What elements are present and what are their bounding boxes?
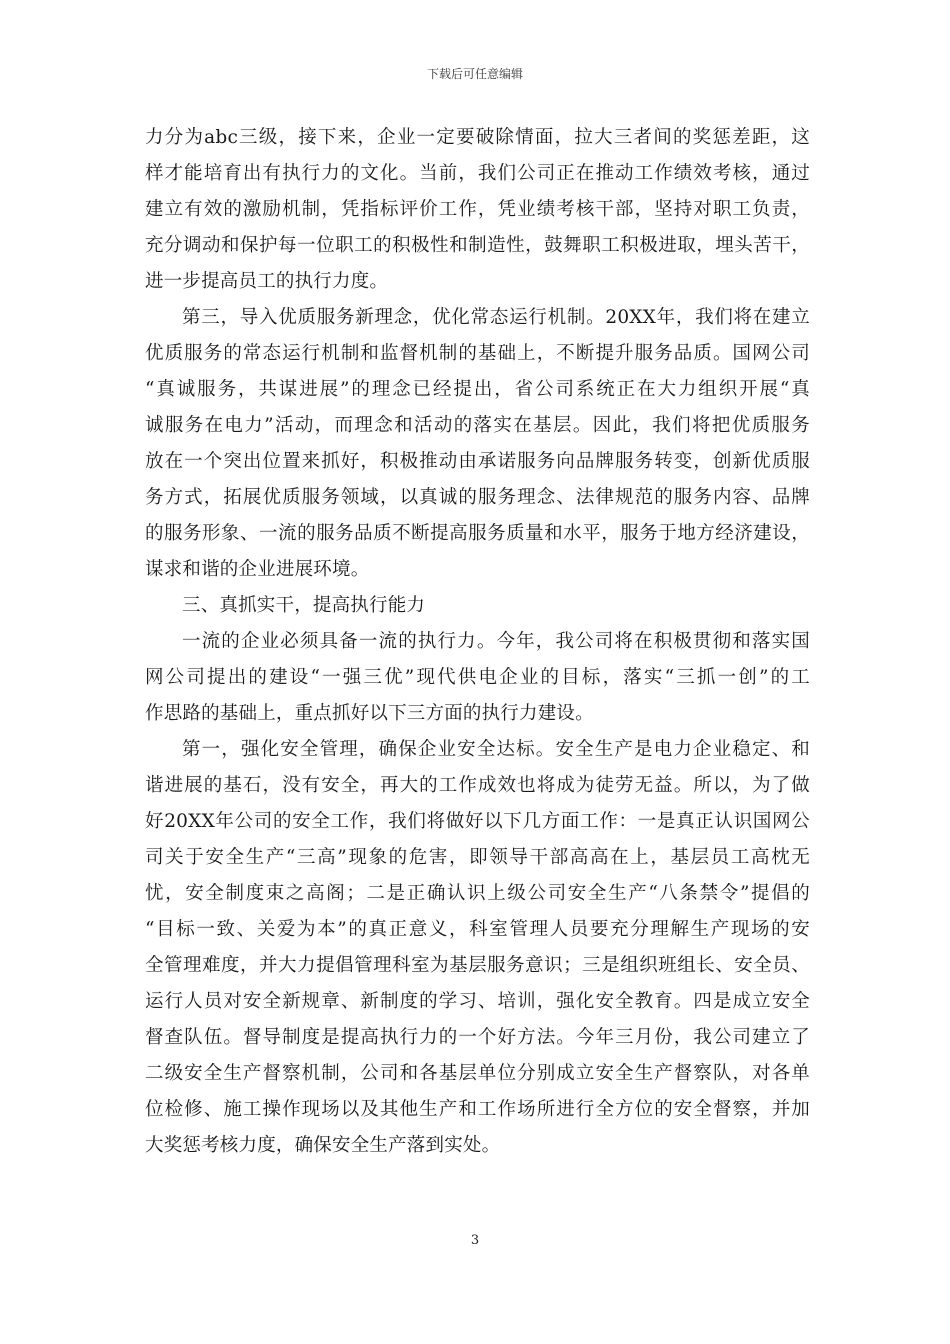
text-line: 样才能培育出有执行力的文化。当前，我们公司正在推动工作绩效考核，通过	[145, 163, 810, 184]
text-line: 充分调动和保护每一位职工的积极性和制造性，鼓舞职工积极进取，埋头苦干，	[145, 235, 810, 256]
page-header: 下载后可任意编辑	[426, 67, 523, 81]
text-line: 好20XX年公司的安全工作，我们将做好以下几方面工作：一是真正认识国网公	[145, 811, 810, 832]
text-line: 进一步提高员工的执行力度。	[145, 271, 389, 292]
text-line: 诚服务在电力”活动，而理念和活动的落实在基层。因此，我们将把优质服务	[145, 415, 810, 436]
text-line: 二级安全生产督察机制，公司和各基层单位分别成立安全生产督察队，对各单	[145, 1063, 810, 1084]
text-line: 谐进展的基石，没有安全，再大的工作成效也将成为徒劳无益。所以，为了做	[145, 775, 810, 796]
text-line: 网公司提出的建设“一强三优”现代供电企业的目标，落实“三抓一创”的工	[145, 667, 810, 688]
text-line: 力分为abc三级，接下来，企业一定要破除情面，拉大三者间的奖惩差距，这	[145, 127, 810, 148]
section-heading: 三、真抓实干，提高执行能力	[182, 595, 426, 616]
text-line: 建立有效的激励机制，凭指标评价工作，凭业绩考核干部，坚持对职工负责，	[145, 199, 810, 220]
text-line: 运行人员对安全新规章、新制度的学习、培训，强化安全教育。四是成立安全	[145, 991, 810, 1012]
text-line: 放在一个突出位置来抓好，积极推动由承诺服务向品牌服务转变，创新优质服	[145, 451, 810, 472]
text-line: “目标一致、关爱为本”的真正意义，科室管理人员要充分理解生产现场的安	[145, 919, 810, 940]
document-body	[145, 120, 810, 1164]
text-line: 作思路的基础上，重点抓好以下三方面的执行力建设。	[145, 703, 594, 724]
text-line: 优质服务的常态运行机制和监督机制的基础上，不断提升服务品质。国网公司	[145, 343, 810, 364]
text-line: 忧，安全制度束之高阁；二是正确认识上级公司安全生产“八条禁令”提倡的	[145, 883, 810, 904]
text-line: 大奖惩考核力度，确保安全生产落到实处。	[145, 1135, 501, 1156]
paragraph-first-line: 第一，强化安全管理，确保企业安全达标。安全生产是电力企业稳定、和	[182, 739, 810, 760]
text-line: 位检修、施工操作现场以及其他生产和工作场所进行全方位的安全督察，并加	[145, 1099, 810, 1120]
text-line: 务方式，拓展优质服务领域，以真诚的服务理念、法律规范的服务内容、品牌	[145, 487, 810, 508]
text-line: 全管理难度，并大力提倡管理科室为基层服务意识；三是组织班组长、安全员、	[145, 955, 810, 976]
text-line: 司关于安全生产“三高”现象的危害，即领导干部高高在上，基层员工高枕无	[145, 847, 810, 868]
text-line: 谋求和谐的企业进展环境。	[145, 559, 370, 580]
paragraph-first-line: 一流的企业必须具备一流的执行力。今年，我公司将在积极贯彻和落实国	[182, 631, 810, 652]
text-line: 的服务形象、一流的服务品质不断提高服务质量和水平，服务于地方经济建设，	[145, 523, 810, 544]
page-number: 3	[470, 1233, 480, 1248]
text-line: “真诚服务，共谋进展”的理念已经提出，省公司系统正在大力组织开展“真	[145, 379, 810, 400]
paragraph-first-line: 第三，导入优质服务新理念，优化常态运行机制。20XX年，我们将在建立	[182, 307, 810, 328]
text-line: 督查队伍。督导制度是提高执行力的一个好方法。今年三月份，我公司建立了	[145, 1027, 810, 1048]
